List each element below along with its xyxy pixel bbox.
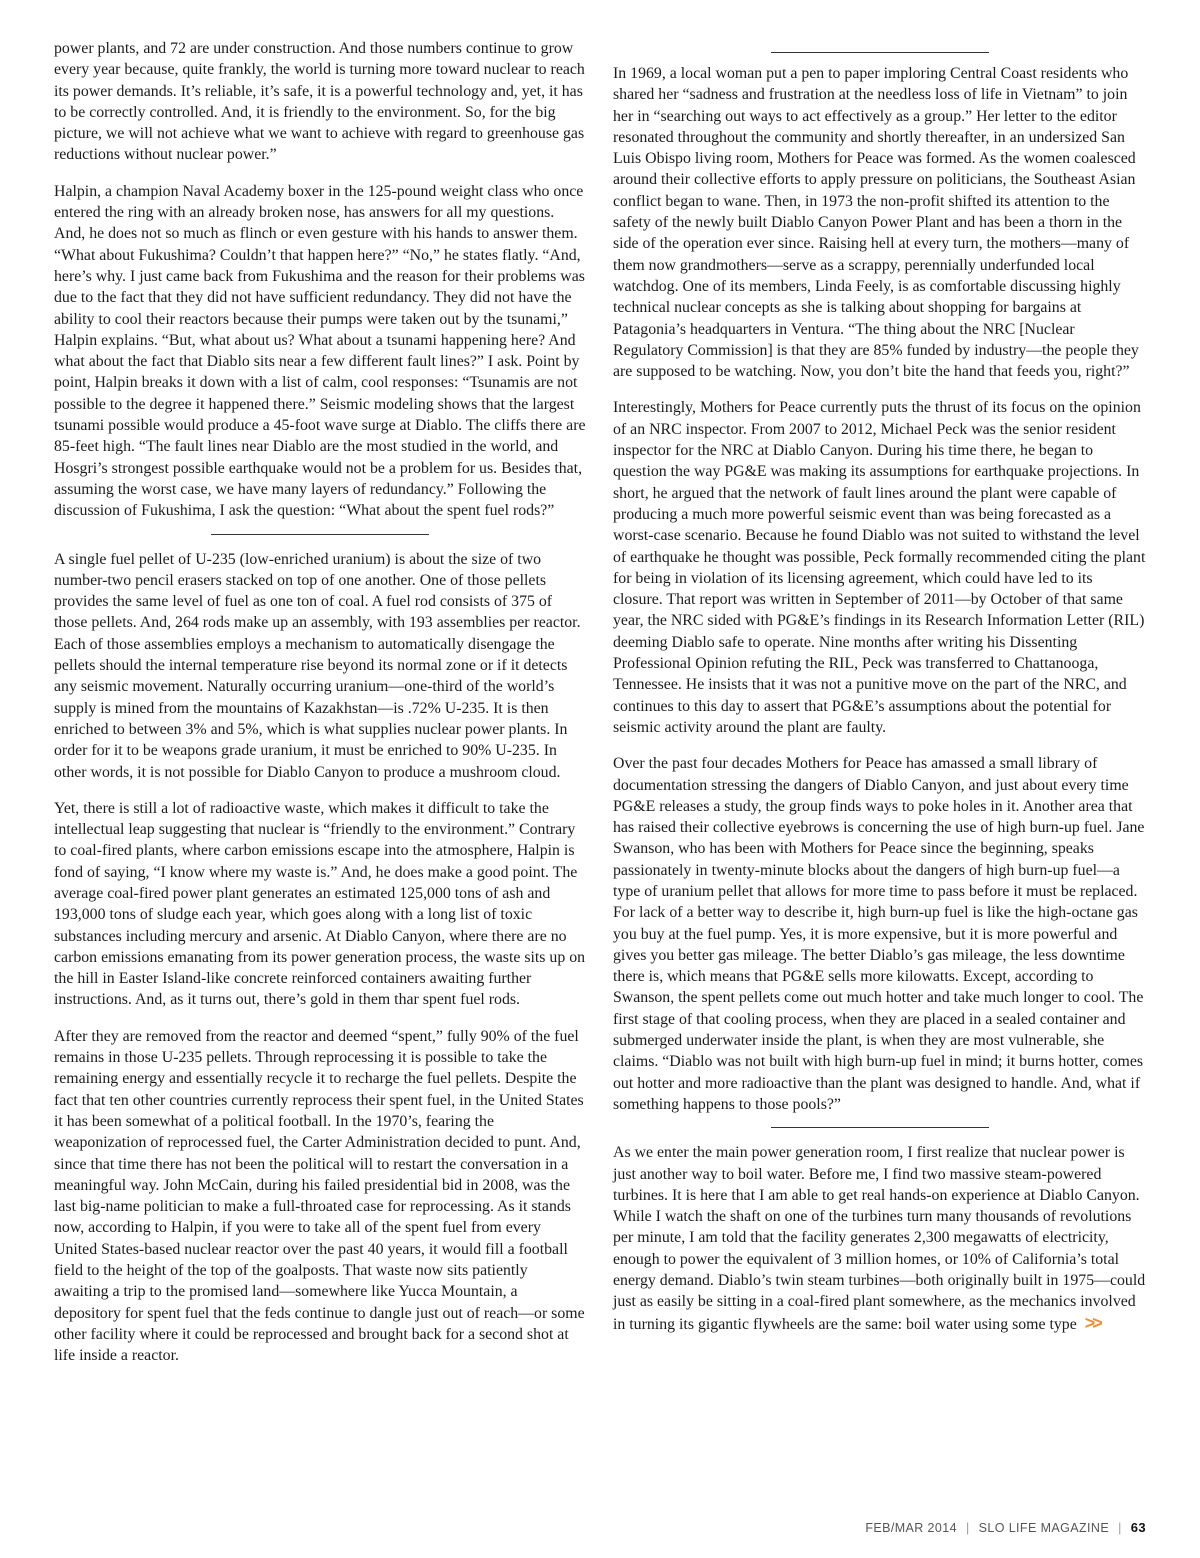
article-paragraph: A single fuel pellet of U-235 (low-enriched uranium) is about the size of two number-two pencil erasers stacked on top of one another. One of those pellets provides the same level of fuel as one ton of coal. A fuel rod consists of 375 of those pellets. And, 264 rods make up an assembly, with 193 assemblies per reactor. Each of those assemblies employs a mechanism to automatically disengage the pellets should the internal temperature rise beyond its normal zone or if it detects any seismic movement. Naturally occurring uranium—one-third of the world’s supply is mined from the mountains of Kazakhstan—is .72% U-235. It is then enriched to between 3% and 5%, which is what supplies nuclear power plants. In order for it to be weapons grade uranium, it must be enriched to 90% U-235. In other words, it is not possible for Diablo Canyon to produce a mushroom cloud. — [54, 550, 581, 781]
footer-separator: | — [965, 1521, 970, 1535]
section-divider — [771, 1127, 989, 1128]
article-paragraph-last — [613, 1142, 1146, 1335]
article-column-right — [613, 38, 1146, 1350]
section-divider — [771, 52, 989, 53]
page-number: 63 — [1130, 1520, 1146, 1535]
article-paragraph: After they are removed from the reactor and deemed “spent,” fully 90% of the fuel remains in those U-235 pellets. Through reprocessing it is possible to take the remaining energy and essentially recycle it to recharge the fuel pellets. Despite the fact that ten other countries currently reprocess their spent fuel, in the United States it has been somewhat of a political football. In the 1970’s, fearing the weaponization of reprocessed fuel, the Carter Administration decided to punt. And, since that time there has not been the political will to restart the conversation in a meaningful way. John McCain, during his failed presidential bid in 2008, was the last big-name politician to make a full-throated case for reprocessing. As it stands now, according to Halpin, if you were to take all of the spent fuel from every United States-based nuclear reactor over the past 40 years, it would fill a football field to the height of the top of the goalposts. That waste now sits patiently awaiting a trip to the promised land—somewhere like Yucca Mountain, a depository for spent fuel that the feds continue to dangle just out of reach—or some other facility where it could be reprocessed and brought back for a second shot at life inside a reactor. — [54, 1027, 585, 1365]
article-column-left — [54, 38, 586, 1382]
section-divider — [211, 534, 429, 535]
article-paragraph: Halpin, a champion Naval Academy boxer in the 125-pound weight class who once entered the ring with an already broken nose, has answers for all my questions. And, he does not so much as flinch or even gesture with his hands to answer them. “What about Fukushima? Couldn’t that happen here?” “No,” he states flatly. “And, here’s why. I just came back from Fukushima and the reason for their problems was due to the fact that they did not have sufficient redundancy. They did not have the ability to cool their reactors because their pumps were taken out by the tsunami,” Halpin explains. “But, what about us? What about a tsunami happening here? And what about the fact that Diablo sits near a few different fault lines?” I ask. Point by point, Halpin breaks it down with a list of calm, cool responses: “Tsunamis are not possible to the degree it happened there.” Seismic modeling shows that the largest tsunami possible would produce a 45-foot wave surge at Diablo. The cliffs there are 85-feet high. “The fault lines near Diablo are the most studied in the world, and Hosgri’s strongest possible earthquake would not be a problem for us. Besides that, assuming the worst case, we have many layers of redundancy.” Following the discussion of Fukushima, I ask the question: “What about the spent fuel rods?” — [54, 182, 586, 520]
article-paragraph: power plants, and 72 are under construction. And those numbers continue to grow every year because, quite frankly, the world is turning more toward nuclear to reach its power demands. It’s reliable, it’s safe, it is a powerful technology and, yet, it has to be correctly controlled. And, it is friendly to the environment. So, for the big picture, we will not achieve what we want to achieve with regard to greenhouse gas reductions without nuclear power.” — [54, 40, 585, 164]
issue-date: FEB/MAR 2014 — [865, 1521, 957, 1535]
continue-arrow-icon: >> — [1084, 1312, 1100, 1333]
article-paragraph: Over the past four decades Mothers for Peace has amassed a small library of documentation stressing the dangers of Diablo Canyon, and just about every time PG&E releases a study, the group finds ways to poke holes in it. Another area that has raised their collective eyebrows is concerning the use of high burn-up fuel. Jane Swanson, who has been with Mothers for Peace since the beginning, speaks passionately in twenty-minute blocks about the dangers of high burn-up fuel—a type of uranium pellet that allows for more time to pass before it must be replaced. For lack of a better way to describe it, high burn-up fuel is like the high-octane gas you buy at the fuel pump. Yes, it is more expensive, but it is more powerful and gives you better gas mileage. The better Diablo’s gas mileage, the less downtime there is, which means that PG&E sells more kilowatts. Except, according to Swanson, the spent pellets come out much hotter and take much longer to cool. The first stage of that cooling process, when they are placed in a sealed container and submerged underwater inside the plant, is when they are most vulnerable, she claims. “Diablo was not built with high burn-up fuel in mind; it burns hotter, comes out hotter and more radioactive than the plant was designed to handle. And, what if something happens to those pools?” — [613, 755, 1145, 1113]
article-paragraph-text: As we enter the main power generation room, I first realize that nuclear power is just another way to boil water. Before me, I find two massive steam-powered turbines. It is here that I am able to get real hands-on experience at Diablo Canyon. While I watch the shaft on one of the turbines turn many thousands of revolutions per minute, I am told that the facility generates 2,300 megawatts of electricity, enough to power the equivalent of 3 million homes, or 10% of California’s total energy demand. Diablo’s twin steam turbines—both originally built in 1975—could just as easily be sitting in a coal-fired plant somewhere, as the mechanics involved in turning its gigantic flywheels are the same: boil water using some type — [613, 1144, 1146, 1333]
page-footer — [865, 1520, 1146, 1535]
article-paragraph: Interestingly, Mothers for Peace currently puts the thrust of its focus on the opinion of an NRC inspector. From 2007 to 2012, Michael Peck was the senior resident inspector for the NRC at Diablo Canyon. During his time there, he began to question the way PG&E was making its assumptions for earthquake projections. In short, he argued that the network of fault lines around the plant were capable of producing a much more powerful seismic event than was being forecasted as a worst-case scenario. Because he found Diablo was not suited to withstand the level of earthquake he thought was possible, Peck formally recommended citing the plant for being in violation of its licensing agreement, which could have led to its closure. That report was written in September of 2011—by October of that same year, the NRC sided with PG&E’s findings in its Research Information Letter (RIL) deeming Diablo safe to operate. Nine months after writing his Dissenting Professional Opinion refuting the RIL, Peck was transferred to Chattanooga, Tennessee. He insists that it was not a punitive move on the part of the NRC, and continues to this day to assert that PG&E’s assumptions about the potential for seismic activity around the plant are faulty. — [613, 399, 1146, 736]
article-paragraph: In 1969, a local woman put a pen to paper imploring Central Coast residents who shared her “sadness and frustration at the needless loss of life in Vietnam” to join her in “searching out ways to act effectively as a group.” Her letter to the editor resonated throughout the community and shortly thereafter, in an undersized San Luis Obispo living room, Mothers for Peace was formed. As the women coalesced around their collective efforts to apply pressure on politicians, the Southeast Asian conflict began to wane. Then, in 1973 the non-profit shifted its attention to the safety of the newly built Diablo Canyon Power Plant and has been a thorn in the side of the operation ever since. Raising hell at every turn, the mothers—many of them now grandmothers—serve as a scrappy, perennially underfunded local watchdog. One of its members, Linda Feely, is as comfortable discussing highly technical nuclear concepts as she is talking about shopping for bargains at Patagonia’s headquarters in Ventura. “The thing about the NRC [Nuclear Regulatory Commission] is that they are 85% funded by industry—the people they are supposed to be watching. Now, you don’t bite the hand that feeds you, right?” — [613, 65, 1139, 381]
publication-name: SLO LIFE MAGAZINE — [978, 1521, 1110, 1535]
article-paragraph: Yet, there is still a lot of radioactive waste, which makes it difficult to take the intellectual leap suggesting that nuclear is “friendly to the environment.” Contrary to coal-fired plants, where carbon emissions escape into the atmosphere, Halpin is fond of saying, “I know where my waste is.” And, he does make a good point. The average coal-fired power plant generates an estimated 125,000 tons of ash and 193,000 tons of sludge each year, which goes along with a long list of toxic substances including mercury and arsenic. At Diablo Canyon, where there are no carbon emissions emanating from its power generation process, the waste sits up on the hill in Easter Island-like concrete reinforced containers awaiting further instructions. And, as it turns out, there’s gold in them thar spent fuel rods. — [54, 799, 586, 1009]
footer-separator: | — [1118, 1521, 1122, 1535]
